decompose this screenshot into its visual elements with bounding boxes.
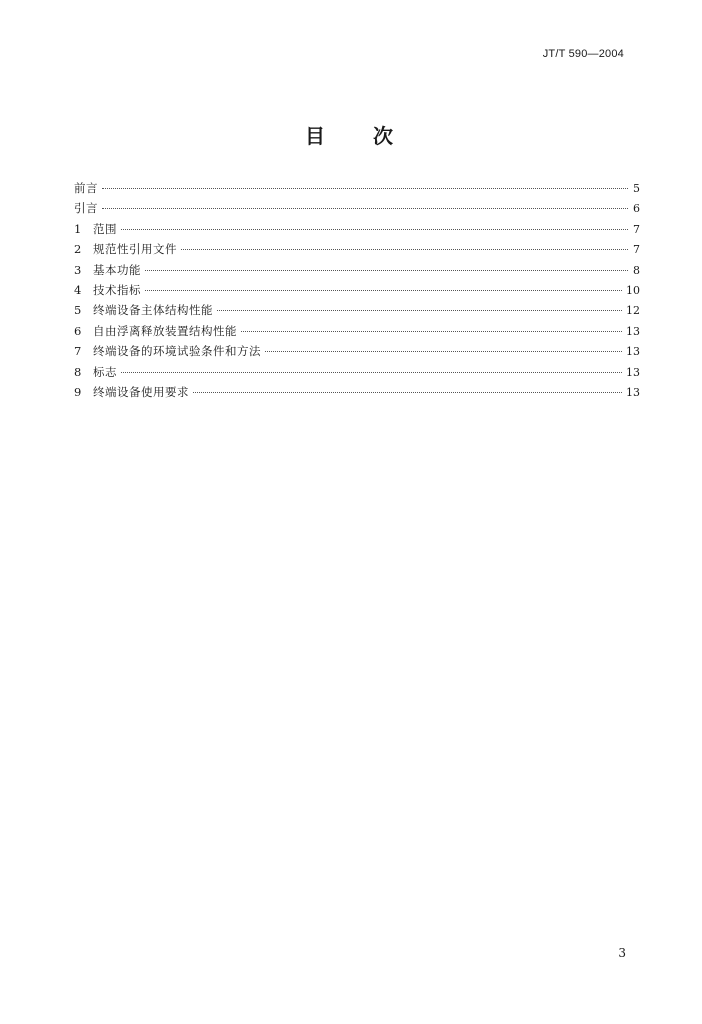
toc-item-number: 7	[74, 344, 82, 359]
toc-leader-dots	[193, 392, 622, 393]
toc-item-label: 前言	[74, 181, 98, 195]
toc-item-terminal-structure[interactable]	[74, 300, 640, 320]
toc-item-basic-functions[interactable]	[74, 260, 640, 280]
toc-item-page: 13	[626, 345, 640, 359]
toc-item-page: 8	[633, 263, 640, 277]
toc-leader-dots	[145, 270, 628, 271]
toc-item-number: 1	[74, 221, 82, 236]
toc-item-page: 7	[633, 243, 640, 257]
toc-item-label: 技术指标	[93, 282, 141, 297]
toc-item-label: 自由浮离释放装置结构性能	[93, 323, 237, 338]
toc-item-page: 13	[626, 385, 640, 399]
toc-item-number: 9	[74, 384, 82, 399]
toc-leader-dots	[181, 249, 628, 250]
standard-code: JT/T 590—2004	[542, 48, 624, 60]
toc-item-label: 终端设备使用要求	[93, 384, 189, 399]
toc-item-foreword[interactable]	[74, 178, 640, 198]
toc-item-float-free-release[interactable]	[74, 321, 640, 341]
toc-leader-dots	[102, 188, 628, 189]
toc-item-label: 终端设备的环境试验条件和方法	[93, 344, 261, 359]
toc-leader-dots	[241, 331, 622, 332]
toc-item-number: 2	[74, 242, 82, 257]
toc-item-number: 6	[74, 323, 82, 338]
toc-item-marking[interactable]	[74, 362, 640, 382]
toc-leader-dots	[102, 208, 628, 209]
toc-item-label: 引言	[74, 201, 98, 216]
toc-item-label: 规范性引用文件	[93, 242, 177, 257]
toc-leader-dots	[265, 351, 622, 352]
page-number: 3	[618, 946, 626, 960]
toc-item-scope[interactable]	[74, 219, 640, 239]
toc-item-page: 6	[633, 202, 640, 216]
toc-leader-dots	[217, 310, 622, 311]
toc-title-part1: 目	[305, 124, 329, 148]
toc-item-page: 5	[633, 182, 640, 195]
toc-item-usage-requirements[interactable]	[74, 382, 640, 402]
toc-item-page: 13	[626, 324, 640, 338]
toc-item-label: 标志	[93, 364, 117, 379]
toc-item-label: 基本功能	[93, 262, 141, 277]
toc-item-label: 范围	[93, 221, 117, 236]
toc-item-page: 12	[626, 304, 640, 318]
toc-item-number: 5	[74, 303, 82, 318]
toc-item-label: 终端设备主体结构性能	[93, 303, 213, 318]
toc-leader-dots	[145, 290, 622, 291]
toc-item-page: 10	[626, 283, 640, 297]
toc-leader-dots	[121, 372, 622, 373]
toc-item-introduction[interactable]	[74, 198, 640, 218]
toc-item-page: 7	[633, 222, 640, 236]
toc-item-number: 8	[74, 364, 82, 379]
toc-item-page: 13	[626, 365, 640, 379]
toc-item-technical-indicators[interactable]	[74, 280, 640, 300]
toc-item-environmental-tests[interactable]	[74, 341, 640, 361]
toc-title	[0, 120, 702, 149]
toc-list	[74, 178, 640, 402]
toc-title-part2: 次	[373, 124, 397, 148]
toc-item-number: 3	[74, 262, 82, 277]
toc-leader-dots	[121, 229, 628, 230]
toc-item-number: 4	[74, 282, 82, 297]
toc-item-normative-references[interactable]	[74, 239, 640, 259]
